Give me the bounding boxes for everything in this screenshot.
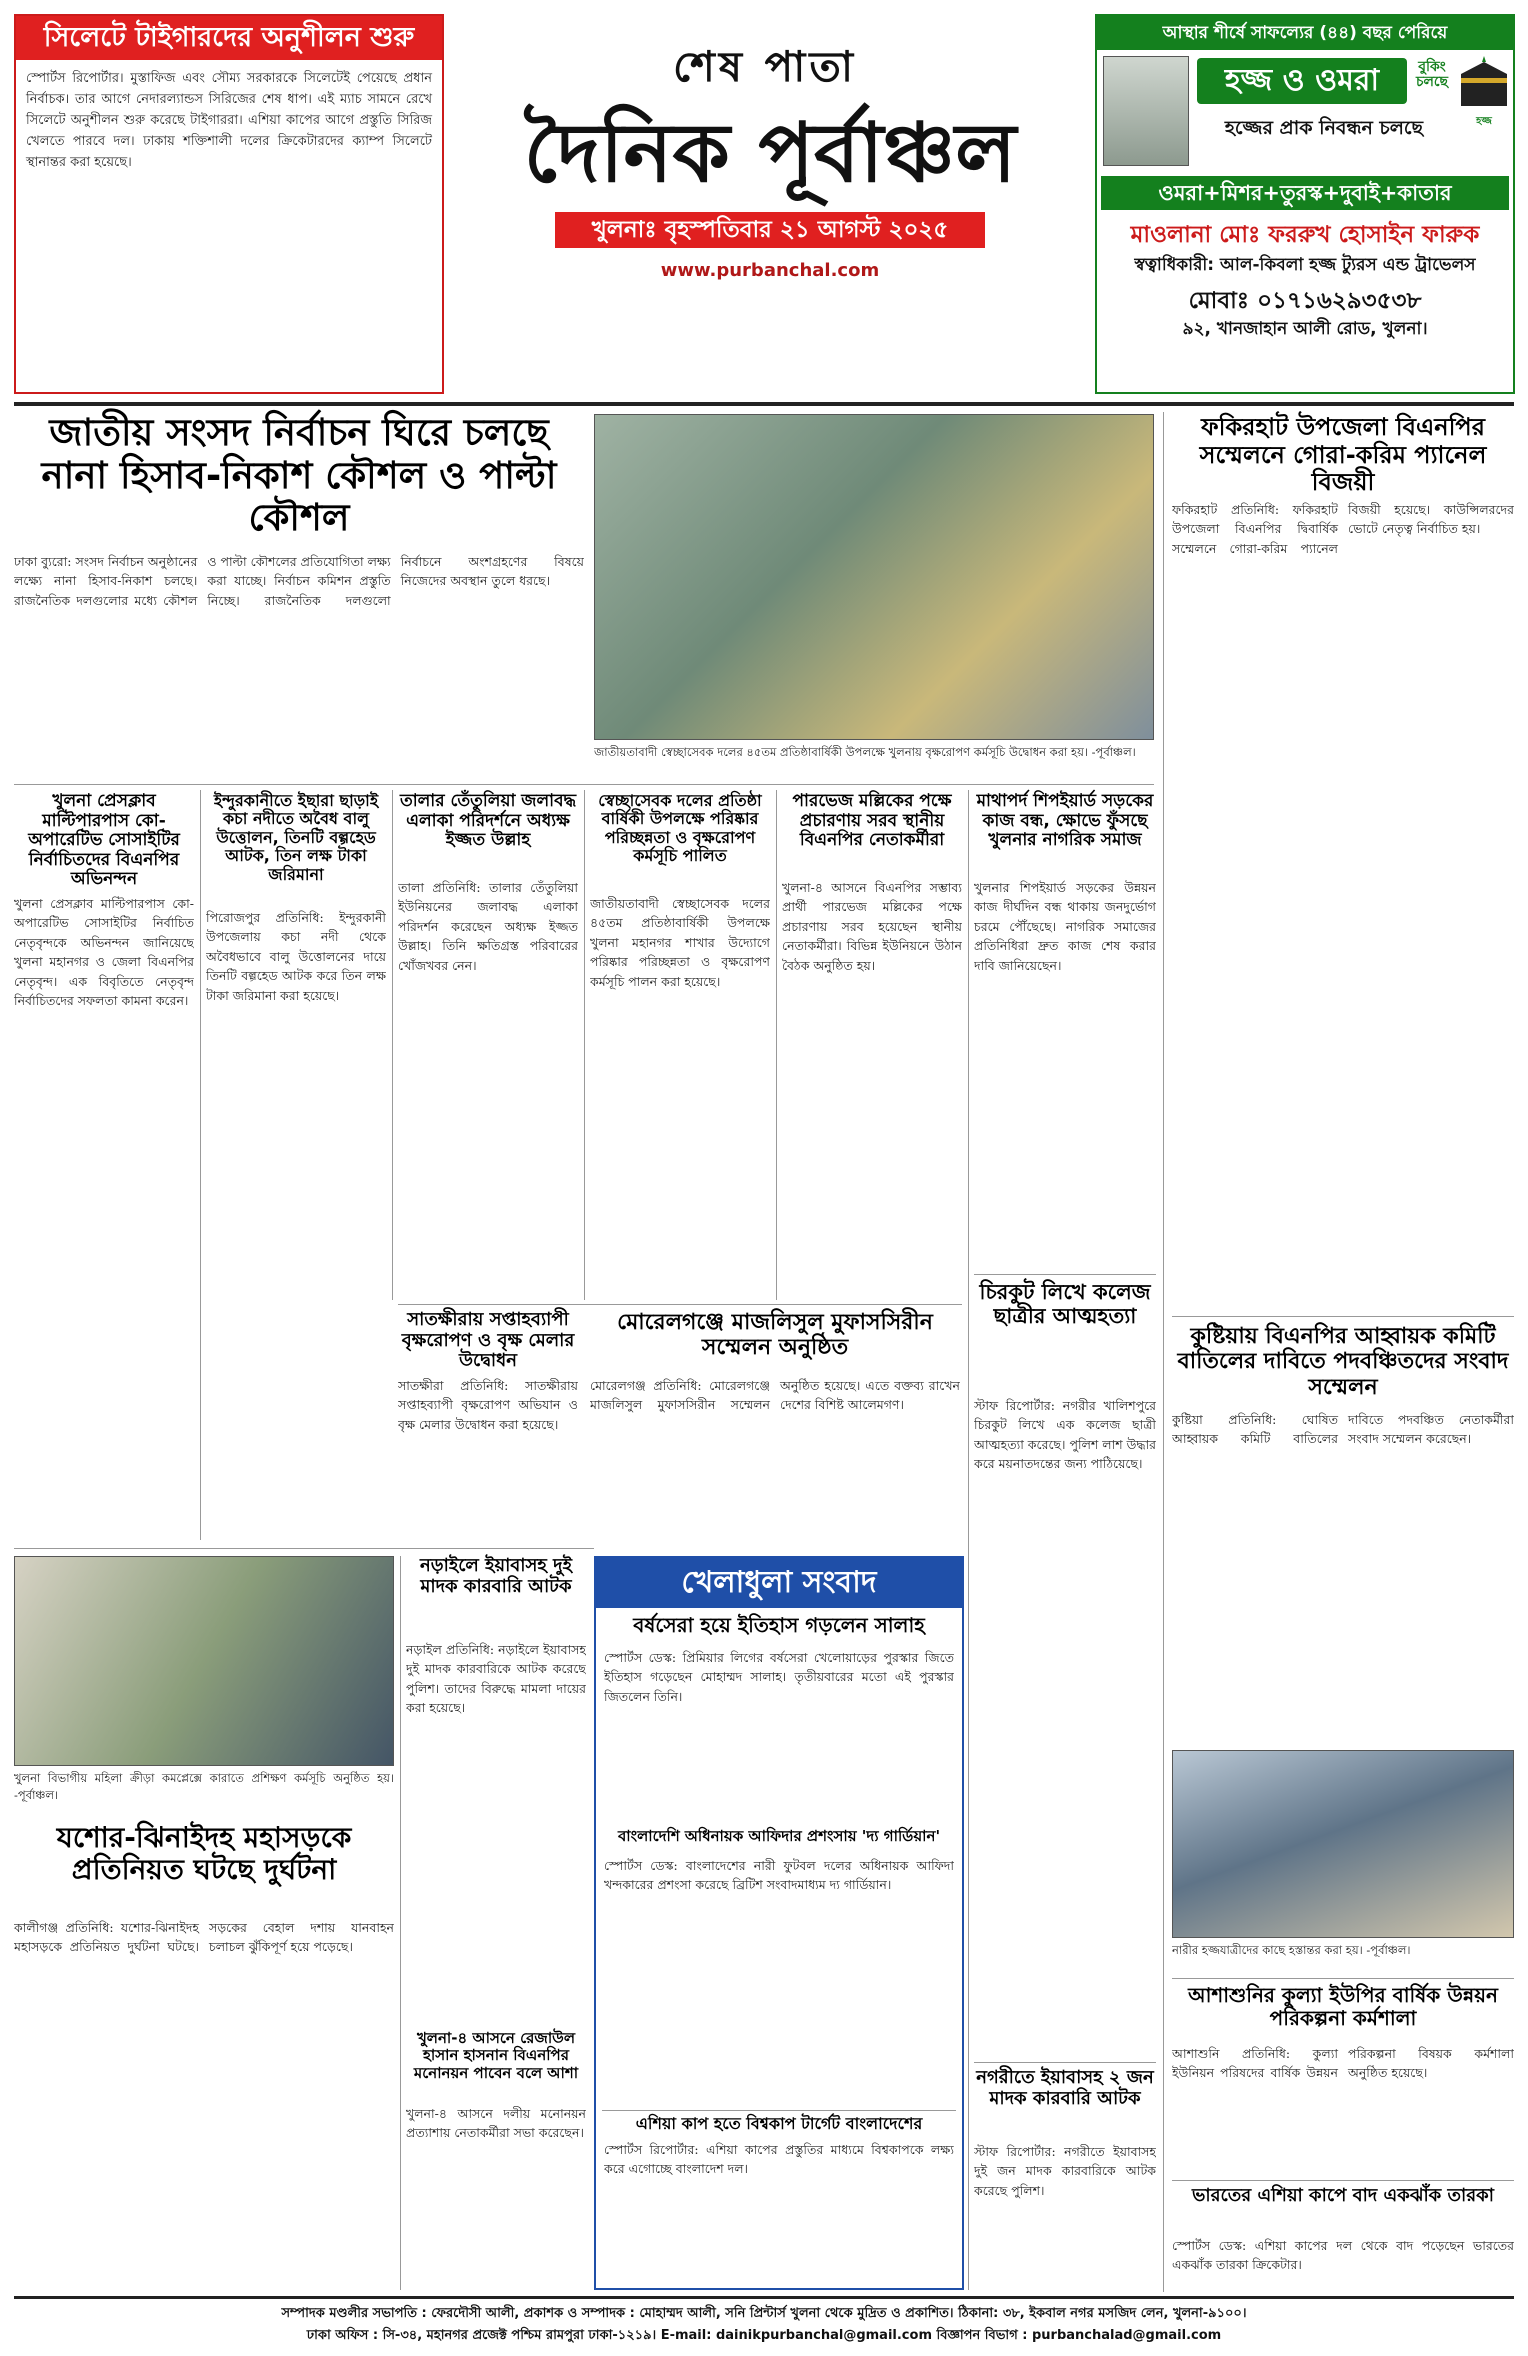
column-divider	[1163, 412, 1164, 2292]
bharat-body: স্পোর্টস ডেস্ক: এশিয়া কাপের দল থেকে বাদ পড়েছেন ভারতের একঝাঁক তারকা ক্রিকেটার।	[1172, 2238, 1514, 2273]
right2-headline: কুষ্টিয়ায় বিএনপির আহ্বায়ক কমিটি বাতিলের দাবিতে পদবঞ্চিতদের সংবাদ সম্মেলন	[1177, 1324, 1509, 1400]
naraile-body: নড়াইল প্রতিনিধি: নড়াইলে ইয়াবাসহ দুই মাদক কারবারিকে আটক করেছে পুলিশ। তাদের বিরুদ্ধে মামলা দায়ের করা হয়েছে।	[406, 1642, 586, 1716]
naraile-headline: নড়াইলে ইয়াবাসহ দুই মাদক কারবারি আটক	[420, 1555, 572, 1597]
col4-headline: স্বেচ্ছাসেবক দলের প্রতিষ্ঠা বার্ষিকী উপলক্ষে পরিষ্কার পরিচ্ছন্নতা ও বৃক্ষরোপণ কর্মসূচি পালিত	[598, 791, 762, 866]
column-divider	[584, 790, 585, 1300]
col5-body: খুলনা-৪ আসনে বিএনপির সম্ভাব্য প্রার্থী পারভেজ মল্লিকের পক্ষে প্রচারণায় সরব হয়েছেন স্থানীয় নেতাকর্মীরা। বিভিন্ন ইউনিয়নে উঠান বৈঠক অনুষ্ঠিত হয়।	[782, 880, 962, 973]
sports-h2: বাংলাদেশি অধিনায়ক আফিদার প্রশংসায় 'দ্য গার্ডিয়ান'	[617, 1827, 941, 1845]
mid2-headline: সাতক্ষীরায় সপ্তাহব্যাপী বৃক্ষরোপণ ও বৃক্ষ মেলার উদ্বোধন	[401, 1309, 575, 1372]
sports-t2: স্পোর্টস ডেস্ক: বাংলাদেশের নারী ফুটবল দলের অধিনায়ক আফিদা খন্দকারের প্রশংসা করেছে ব্রিটিশ সংবাদমাধ্যম দ্য গার্ডিয়ান।	[604, 1858, 954, 1893]
ashashuni-headline: আশাশুনির কুল্যা ইউপির বার্ষিক উন্নয়ন পরিকল্পনা কর্মশালা	[1188, 1983, 1498, 2030]
row-divider	[14, 784, 1154, 785]
right1-headline: ফকিরহাট উপজেলা বিএনপির সম্মেলনে গোরা-করিম প্যানেল বিজয়ী	[1199, 413, 1487, 497]
lead-body: ঢাকা ব্যুরো: সংসদ নির্বাচন অনুষ্ঠানের লক্ষ্যে নানা হিসাব-নিকাশ চলছে। রাজনৈতিক দলগুলোর মধ্যে কৌশল ও পাল্টা কৌশলের প্রতিযোগিতা লক্ষ্য করা যাচ্ছে। নির্বাচন কমিশন প্রস্তুতি নিচ্ছে। রাজনৈতিক দলগুলো নির্বাচনে অংশগ্রহণের বিষয়ে নিজেদের অবস্থান তুলে ধরছে।	[14, 554, 584, 608]
lead-photo-caption: জাতীয়তাবাদী স্বেচ্ছাসেবক দলের ৪৫তম প্রতিষ্ঠাবার্ষিকী উপলক্ষে খুলনায় বৃক্ষরোপণ কর্মসূচি উদ্বোধন করা হয়। -পূর্বাঞ্চল।	[594, 745, 1136, 759]
row-divider	[14, 1548, 594, 1549]
sports-h3: এশিয়া কাপ হতে বিশ্বকাপ টার্গেট বাংলাদেশের	[602, 2110, 956, 2136]
row-divider	[398, 1304, 962, 1305]
norirot-headline: নগরীতে ইয়াবাসহ ২ জন মাদক কারবারি আটক	[976, 2067, 1154, 2109]
khulna-rally-headline: খুলনা-৪ আসনে রেজাউল হাসান হাসনান বিএনপির মনোনয়ন পাবেন বলে আশা	[413, 2029, 579, 2082]
ad-address: ৯২, খানজাহান আলী রোড, খুলনা।	[1182, 319, 1428, 339]
karate-photo	[14, 1556, 394, 1766]
col3-body: তালা প্রতিনিধি: তালার তেঁতুলিয়া ইউনিয়নের জলাবদ্ধ এলাকা পরিদর্শন করেছেন অধ্যক্ষ ইজ্জত উল্লাহ। তিনি ক্ষতিগ্রস্ত পরিবারের খোঁজখবর নেন।	[398, 880, 578, 973]
ad-contact-name: মাওলানা মোঃ ফররুখ হোসাইন ফারুক	[1130, 222, 1480, 248]
imprint-line-1: সম্পাদক মণ্ডলীর সভাপতি : ফেরদৌসী আলী, প্রকাশক ও সম্পাদক : মোহাম্মদ আলী, সনি প্রিন্টার্স খুলনা থেকে মুদ্রিত ও প্রকাশিত। ঠিকানা: ৩৮, ইকবাল নগর মসজিদ লেন, খুলনা-৯১০০।	[281, 2306, 1247, 2321]
lead-photo	[594, 414, 1154, 740]
newspaper-masthead: দৈনিক পূর্বাঞ্চল	[523, 106, 1017, 201]
top-left-news-text: স্পোর্টস রিপোর্টার। মুস্তাফিজ এবং সৌম্য সরকারকে সিলেটেই পেয়েছে প্রধান নির্বাচক। তার আগে নেদারল্যান্ডস সিরিজের শেষ ধাপ। এই ম্যাচ সামনে রেখে সিলেটে অনুশীলন শুরু করেছে টাইগাররা। এশিয়া কাপের আগে প্রস্তুতি সিরিজ খেলতে পারবে দল। ঢাকায় শক্তিশালী দলের ক্রিকেটারদের ক্যাম্প সিলেটে স্থানান্তর করা হয়েছে।	[26, 71, 432, 171]
col4-body: জাতীয়তাবাদী স্বেচ্ছাসেবক দলের ৪৫তম প্রতিষ্ঠাবার্ষিকী উপলক্ষে খুলনা মহানগর শাখার উদ্যোগে পরিষ্কার পরিচ্ছন্নতা ও বৃক্ষরোপণ কর্মসূচি পালন করা হয়েছে।	[590, 896, 770, 989]
sports-band: খেলাধুলা সংবাদ	[596, 1558, 962, 1608]
row-divider	[974, 1274, 1156, 1275]
column-divider	[776, 790, 777, 1300]
imprint-line-2: ঢাকা অফিস : সি-৩৪, মহানগর প্রজেক্ট পশ্চিম রামপুরা ঢাকা-১২১৯। E-mail: dainikpurbanchal@gmail.com বিজ্ঞাপন বিভাগ : purbanchalad@gmail.com	[306, 2328, 1222, 2343]
row-divider	[1172, 1316, 1514, 1317]
column-divider	[400, 1556, 401, 2290]
mid4-headline: চিরকুট লিখে কলেজ ছাত্রীর আত্মহত্যা	[979, 1280, 1151, 1329]
ad-person-photo	[1103, 56, 1189, 166]
khulna-rally-body: খুলনা-৪ আসনে দলীয় মনোনয়ন প্রত্যাশায় নেতাকর্মীরা সভা করেছেন।	[406, 2106, 586, 2141]
right-photo	[1172, 1750, 1514, 1938]
top-left-news-title: সিলেটে টাইগারদের অনুশীলন শুরু	[16, 16, 442, 60]
right1-body: ফকিরহাট প্রতিনিধি: ফকিরহাট উপজেলা বিএনপির দ্বিবার্ষিক সম্মেলনে গোরা-করিম প্যানেল বিজয়ী হয়েছে। কাউন্সিলরদের ভোটে নেতৃত্ব নির্বাচিত হয়।	[1172, 502, 1514, 556]
ad-booking-label: বুকিং চলছে	[1415, 59, 1449, 91]
col6-headline: মাথাপর্দ শিপইয়ার্ড সড়কের কাজ বন্ধ, ক্ষোভে ফুঁসছে খুলনার নাগরিক সমাজ	[976, 791, 1154, 851]
sports-section	[594, 1556, 964, 2290]
section-label: শেষ পাতা	[672, 42, 858, 91]
top-left-news-box	[14, 14, 444, 394]
ad-mobile: মোবাঃ ০১৭১৬২৯৩৫৩৮	[1188, 288, 1422, 314]
mid2-body: সাতক্ষীরা প্রতিনিধি: সাতক্ষীরায় সপ্তাহব্যাপী বৃক্ষরোপণ অভিযান ও বৃক্ষ মেলার উদ্বোধন করা হয়েছে।	[398, 1378, 578, 1432]
bharat-headline: ভারতের এশিয়া কাপে বাদ একঝাঁক তারকা	[1192, 2185, 1494, 2206]
col1-headline: খুলনা প্রেসক্লাব মাল্টিপারপাস কো-অপারেটিভ সোসাইটির নির্বাচিতদের বিএনপির অভিনন্দন	[28, 791, 180, 890]
website-link[interactable]: www.purbanchal.com	[660, 260, 880, 281]
yashore-headline: যশোর-ঝিনাইদহ মহাসড়কে প্রতিনিয়ত ঘটছে দুর্ঘটনা	[56, 1821, 352, 1887]
col5-headline: পারভেজ মল্লিকের পক্ষে প্রচারণায় সরব স্থানীয় বিএনপির নেতাকর্মীরা	[792, 791, 952, 851]
right2-body: কুষ্টিয়া প্রতিনিধি: ঘোষিত আহ্বায়ক কমিটি বাতিলের দাবিতে পদবঞ্চিত নেতাকর্মীরা সংবাদ সম্মেলন করেছেন।	[1172, 1412, 1514, 1447]
date-line: খুলনাঃ বৃহস্পতিবার ২১ আগস্ট ২০২৫	[555, 212, 985, 248]
col2-body: পিরোজপুর প্রতিনিধি: ইন্দুরকানী উপজেলায় কচা নদী থেকে অবৈধভাবে বালু উত্তোলনের দায়ে তিনটি বল্গহেড আটক করে তিন লক্ষ টাকা জরিমানা করা হয়েছে।	[206, 910, 386, 1003]
row-divider	[1172, 2180, 1514, 2181]
karate-photo-caption: খুলনা বিভাগীয় মহিলা ক্রীড়া কমপ্লেক্সে কারাতে প্রশিক্ষণ কর্মসূচি অনুষ্ঠিত হয়। -পূর্বাঞ্চল।	[14, 1771, 394, 1802]
column-divider	[392, 790, 393, 1300]
row-divider	[974, 2062, 1156, 2063]
ad-destinations: ওমরা+মিশর+তুরস্ক+দুবাই+কাতার	[1101, 176, 1509, 210]
mid3-headline: মোরেলগঞ্জে মাজলিসুল মুফাসসিরীন সম্মেলন অনুষ্ঠিত	[617, 1310, 933, 1361]
sports-t3: স্পোর্টস রিপোর্টার: এশিয়া কাপের প্রস্তুতির মাধ্যমে বিশ্বকাপকে লক্ষ্য করে এগোচ্ছে বাংলাদেশ দল।	[604, 2142, 954, 2177]
ashashuni-body: আশাশুনি প্রতিনিধি: কুল্যা ইউনিয়ন পরিষদের বার্ষিক উন্নয়ন পরিকল্পনা বিষয়ক কর্মশালা অনুষ্ঠিত হয়েছে।	[1172, 2046, 1514, 2081]
col3-headline: তালার তেঁতুলিয়া জলাবদ্ধ এলাকা পরিদর্শনে অধ্যক্ষ ইজ্জত উল্লাহ	[399, 791, 577, 851]
kaaba-icon	[1457, 54, 1511, 112]
sports-t1: স্পোর্টস ডেস্ক: প্রিমিয়ার লিগের বর্ষসেরা খেলোয়াড়ের পুরস্কার জিতে ইতিহাস গড়েছেন মোহাম্মদ সালাহ। তৃতীয়বারের মতো এই পুরস্কার জিতলেন তিনি।	[604, 1650, 954, 1704]
column-divider	[200, 790, 201, 1540]
column-divider	[968, 790, 969, 2290]
col1-body: খুলনা প্রেসক্লাব মাল্টিপারপাস কো-অপারেটিভ সোসাইটির নির্বাচিত নেতৃবৃন্দকে অভিনন্দন জানিয়েছে খুলনা মহানগর ও জেলা বিএনপির নেতৃবৃন্দ। এক বিবৃতিতে নেতৃবৃন্দ নির্বাচিতদের সফলতা কামনা করেন।	[14, 896, 194, 1008]
right-photo-caption: নারীর হজ্জযাত্রীদের কাছে হস্তান্তর করা হয়। -পূর্বাঞ্চল।	[1172, 1943, 1411, 1957]
hajj-advertisement	[1095, 14, 1515, 394]
mid4-body: স্টাফ রিপোর্টার: নগরীর খালিশপুরে চিরকুট লিখে এক কলেজ ছাত্রী আত্মহত্যা করেছে। পুলিশ লাশ উদ্ধার করে ময়নাতদন্তের জন্য পাঠিয়েছে।	[974, 1398, 1156, 1472]
col2-headline: ইন্দুরকানীতে ইছারা ছাড়াই কচা নদীতে অবৈধ বালু উত্তোলন, তিনটি বল্গহেড আটক, তিন লক্ষ টাকা জরিমানা	[213, 791, 379, 884]
col6-body: খুলনার শিপইয়ার্ড সড়কের উন্নয়ন কাজ দীর্ঘদিন বন্ধ থাকায় জনদুর্ভোগ চরমে পৌঁছেছে। নাগরিক সমাজের প্রতিনিধিরা দ্রুত কাজ শেষ করার দাবি জানিয়েছেন।	[974, 880, 1156, 973]
ad-pre-registration: হজ্জের প্রাক নিবন্ধন চলছে	[1224, 117, 1424, 139]
ad-top-line: আস্থার শীর্ষে সাফল্যের (৪৪) বছর পেরিয়ে	[1097, 16, 1513, 50]
row-divider	[1172, 1978, 1514, 1979]
ad-proprietor: স্বত্বাধিকারী: আল-কিবলা হজ্জ ট্যুরস এন্ড ট্রাভেলস	[1134, 255, 1476, 275]
sports-h1: বর্ষসেরা হয়ে ইতিহাস গড়লেন সালাহ	[633, 1613, 925, 1637]
ad-hajj-title: হজ্জ ও ওমরা	[1197, 58, 1407, 104]
yashore-body: কালীগঞ্জ প্রতিনিধি: যশোর-ঝিনাইদহ মহাসড়কে প্রতিনিয়ত দুর্ঘটনা ঘটছে। সড়কের বেহাল দশায় যানবাহন চলাচল ঝুঁকিপূর্ণ হয়ে পড়েছে।	[14, 1920, 394, 1955]
imprint-footer	[14, 2296, 1514, 2346]
norirot-body: স্টাফ রিপোর্টার: নগরীতে ইয়াবাসহ দুই জন মাদক কারবারিকে আটক করেছে পুলিশ।	[974, 2144, 1156, 2198]
ad-logo-text: হজ্জ	[1476, 116, 1492, 127]
lead-headline: জাতীয় সংসদ নির্বাচন ঘিরে চলছে নানা হিসাব-নিকাশ কৌশল ও পাল্টা কৌশল	[41, 411, 557, 540]
header-divider	[14, 402, 1514, 406]
mid3-body: মোরেলগঞ্জ প্রতিনিধি: মোরেলগঞ্জে মাজলিসুল মুফাসসিরীন সম্মেলন অনুষ্ঠিত হয়েছে। এতে বক্তব্য রাখেন দেশের বিশিষ্ট আলেমগণ।	[590, 1378, 960, 1413]
